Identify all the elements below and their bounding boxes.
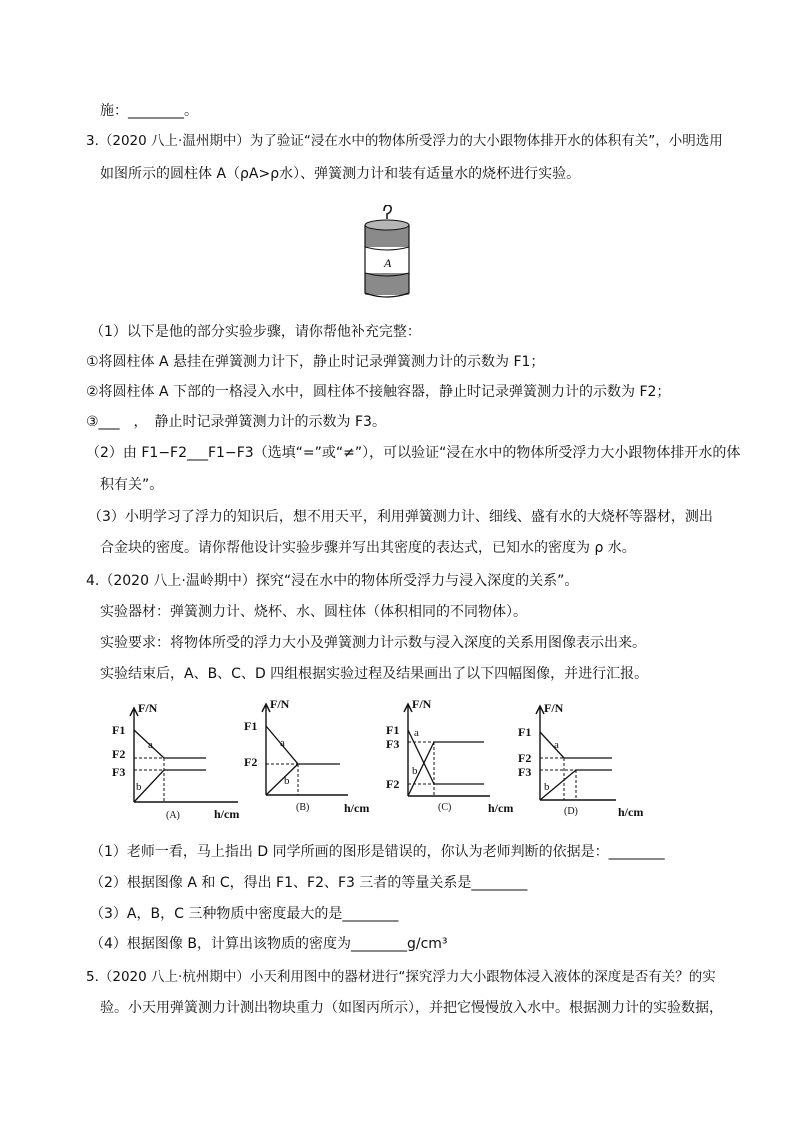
svg-text:F1: F1 [518, 725, 532, 739]
q5-line-1: 5.（2020 八上·杭州期中）小天利用图中的器材进行“探究浮力大小跟物体浸入液体的深度是否有关？的实 [86, 969, 716, 985]
q4-after: 实验结束后，A、B、C、D 四组根据实验过程及结果画出了以下四幅图像，并进行汇报。 [100, 666, 649, 682]
q4-requirement: 实验要求：将物体所受的浮力大小及弹簧测力计示数与浸入深度的关系用图像表示出来。 [100, 635, 646, 651]
q3-step-2: ②将圆柱体 A 下部的一格浸入水中，圆柱体不接触容器，静止时记录弹簧测力计的示数为 F2； [86, 384, 671, 400]
q3-part-3-a: （3）小明学习了浮力的知识后，想不用天平，利用弹簧测力计、细线、盛有水的大烧杯等器材，测出 [88, 509, 713, 525]
q4-sub-4: （4）根据图像 B，计算出该物质的密度为________g/cm³ [90, 936, 448, 952]
q3-line-2: 如图所示的圆柱体 A（ρA>ρ水）、弹簧测力计和装有适量水的烧杯进行实验。 [100, 166, 581, 182]
svg-text:b: b [136, 781, 142, 793]
q4-sub-1: （1）老师一看，马上指出 D 同学所画的图形是错误的，你认为老师判断的依据是：________ [90, 844, 665, 860]
svg-text:F/N: F/N [412, 700, 432, 711]
q4-line-1: 4.（2020 八上·温岭期中）探究“浸在水中的物体所受浮力与浸入深度的关系”。 [86, 573, 579, 589]
q3-part-2-b: 积有关”。 [100, 477, 164, 493]
graph-b [240, 700, 380, 825]
svg-text:h/cm: h/cm [488, 801, 514, 815]
q5-line-2: 验。小天用弹簧测力计测出物块重力（如图丙所示），并把它慢慢放入水中。根据测力计的实验数据， [100, 1000, 723, 1016]
svg-text:F2: F2 [244, 755, 258, 769]
previous-question-tail: 施：________。 [100, 103, 198, 119]
cylinder-label: A [384, 256, 392, 270]
svg-text:F3: F3 [386, 737, 400, 751]
svg-text:h/cm: h/cm [344, 801, 370, 815]
q3-part-3-b: 合金块的密度。请你帮他设计实验步骤并写出其密度的表达式，已知水的密度为 ρ 水。 [100, 540, 636, 556]
svg-text:F2: F2 [112, 747, 126, 761]
svg-text:b: b [544, 781, 550, 793]
svg-text:a: a [280, 737, 285, 749]
svg-text:F3: F3 [112, 765, 126, 779]
svg-text:F/N: F/N [544, 701, 564, 715]
q4-sub-2: （2）根据图像 A 和 C，得出 F1、F2、F3 三者的等量关系是________ [90, 875, 528, 891]
q3-part-1: （1）以下是他的部分实验步骤，请你帮他补充完整： [90, 324, 421, 340]
svg-text:b: b [412, 765, 418, 777]
graph-c [382, 700, 522, 825]
svg-text:(C): (C) [438, 802, 452, 813]
q3-step-3: ③___ ， 静止时记录弹簧测力计的示数为 F3。 [86, 414, 386, 430]
svg-text:(A): (A) [166, 810, 180, 821]
svg-text:F1: F1 [244, 719, 258, 733]
svg-text:b: b [284, 775, 290, 787]
graph-a [108, 700, 248, 825]
cylinder-figure [362, 205, 412, 300]
svg-text:F/N: F/N [270, 700, 290, 711]
svg-text:a: a [554, 739, 559, 751]
q4-sub-3: （3）A，B，C 三种物质中密度最大的是________ [90, 906, 399, 922]
svg-text:(D): (D) [564, 806, 578, 817]
graph-d [514, 700, 654, 825]
svg-text:h/cm: h/cm [214, 807, 240, 821]
svg-text:F/N: F/N [138, 701, 158, 715]
svg-text:F2: F2 [518, 751, 532, 765]
svg-text:a: a [414, 727, 419, 739]
q3-line-1: 3.（2020 八上·温州期中）为了验证“浸在水中的物体所受浮力的大小跟物体排开水的体积有关”，小明选用 [86, 133, 723, 149]
svg-text:F1: F1 [112, 723, 126, 737]
q4-equipment: 实验器材：弹簧测力计、烧杯、水、圆柱体（体积相同的不同物体）。 [100, 604, 527, 620]
svg-text:F2: F2 [386, 777, 400, 791]
q3-step-1: ①将圆柱体 A 悬挂在弹簧测力计下，静止时记录弹簧测力计的示数为 F1； [86, 354, 545, 370]
svg-text:F1: F1 [386, 723, 400, 737]
svg-text:(B): (B) [296, 802, 310, 813]
svg-text:h/cm: h/cm [618, 805, 644, 819]
svg-text:F3: F3 [518, 765, 532, 779]
q3-part-2-a: （2）由 F1−F2___F1−F3（选填“=”或“≠”），可以验证“浸在水中的物体所受浮力大小跟物体排开水的体 [86, 445, 741, 461]
svg-text:a: a [148, 739, 153, 751]
